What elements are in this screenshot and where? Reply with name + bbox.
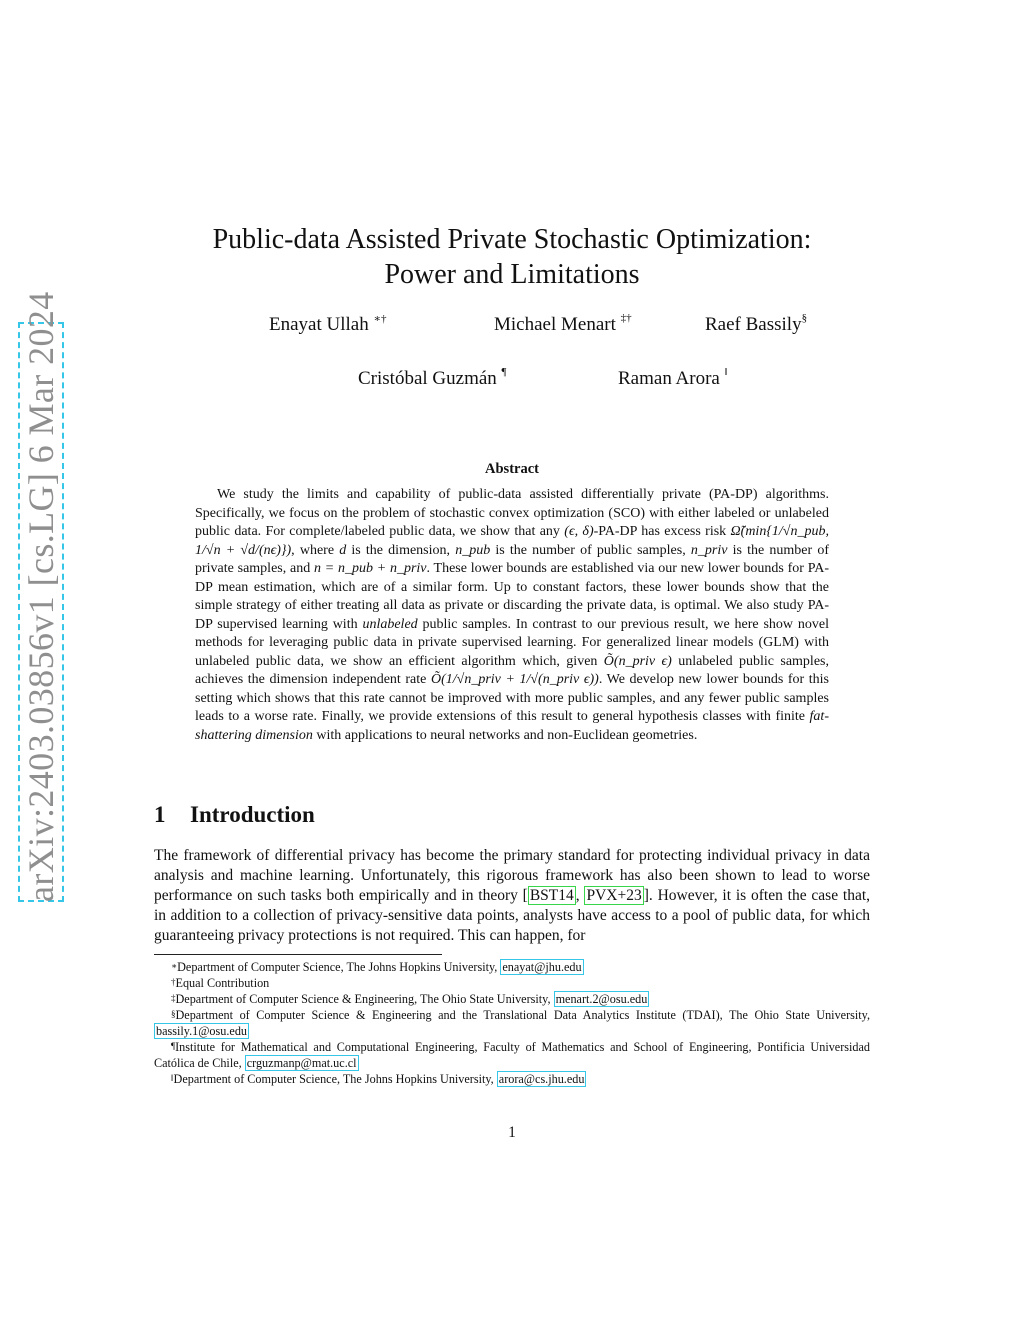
math-d: d	[339, 542, 347, 558]
footnotes	[154, 959, 870, 1087]
citation-link-pvx23[interactable]: PVX+23	[586, 887, 642, 904]
math-n-equation: n = n_pub + n_priv	[313, 561, 427, 576]
author-marks: ‖	[724, 366, 728, 378]
abstract-text: is the dimension,	[346, 542, 456, 558]
abstract-text: is the number of private samples, and	[195, 542, 829, 576]
email-link[interactable]: arora@cs.jhu.edu	[498, 1072, 585, 1086]
footnote-text: Equal Contribution	[175, 976, 270, 990]
math-sample-count: Õ(n_priv ϵ)	[603, 653, 672, 669]
footnote-text: Department of Computer Science & Engineering and the Translational Data Analytics Institute (TDAI), The Ohio State University,	[175, 1008, 870, 1022]
section-heading	[154, 802, 315, 828]
author-marks: §	[801, 312, 808, 324]
author-1	[269, 314, 386, 336]
title-line-1: Public-data Assisted Private Stochastic Optimization:	[212, 224, 812, 255]
citation-link-bst14[interactable]: BST14	[529, 887, 574, 904]
abstract-body	[195, 486, 829, 745]
footnote-text: Department of Computer Science & Engineering, The Ohio State University,	[175, 992, 554, 1006]
intro-text: ,	[575, 887, 585, 904]
abstract-heading: Abstract	[485, 461, 539, 477]
author-name: Raman Arora	[618, 368, 720, 389]
footnote-divider	[154, 954, 442, 955]
abstract-text: , where	[291, 542, 340, 558]
author-marks: ¶	[501, 366, 507, 378]
arxiv-identifier: arXiv:2403.03856v1 [cs.LG] 6 Mar 2024	[21, 291, 61, 902]
intro-paragraph	[154, 846, 870, 946]
email-link[interactable]: menart.2@osu.edu	[555, 992, 648, 1006]
author-name: Michael Menart	[494, 314, 616, 335]
author-3	[705, 314, 807, 336]
intro-text: The framework of differential privacy has become the primary standard for protecting individual privacy in data analysis and machine learning. Unfortunately, this rigorous framework has also been shown to lead to worse performance on such tasks both empirically and in theory [	[154, 847, 870, 904]
footnote-3	[154, 991, 870, 1007]
math-eps-delta: (ϵ, δ)	[564, 524, 594, 539]
math-npub: n_pub	[455, 542, 491, 558]
abstract-text: unlabeled public samples, achieves the dimension independent rate	[195, 653, 829, 687]
footnote-text: Department of Computer Science, The Johns Hopkins University,	[177, 960, 501, 974]
intro-text-block	[154, 846, 870, 946]
author-marks: ∗†	[373, 313, 387, 325]
footnote-1	[154, 959, 870, 975]
abstract-paragraph	[195, 486, 829, 745]
footnote-5	[154, 1039, 870, 1071]
abstract-text: with applications to neural networks and non-Euclidean geometries.	[312, 727, 698, 743]
intro-text: ]. However, it is often the case that, in addition to a collection of privacy-sensitive data points, analysts have access to a pool of public data, for which guaranteeing privacy protections is not required. This can happen, for	[154, 887, 871, 944]
section-title: Introduction	[190, 802, 315, 827]
footnote-text: Institute for Mathematical and Computational Engineering, Faculty of Mathematics and School of Engineering, Pontificia Universidad Católica de Chile,	[154, 1040, 870, 1070]
author-2	[494, 314, 632, 336]
title-line-2: Power and Limitations	[384, 259, 640, 290]
abstract-text: We study the limits and capability of public-data assisted differentially private (PA-DP) algorithms. Specifically, we focus on the problem of stochastic convex optimization (SCO) with either labeled or unlabeled public data. For complete/labeled public data, we show that any	[195, 487, 829, 539]
math-rate: Õ(1/√n_priv + 1/√(n_priv ϵ))	[430, 672, 599, 687]
abstract-text: . We develop new lower bounds for this setting which shows that this rate cannot be improved with more public samples, and any fewer public samples leads to a worse rate. Finally, we provide extensions of this result to general hypothesis classes with finite	[195, 672, 829, 724]
author-name: Cristóbal Guzmán	[358, 368, 497, 389]
footnote-mark: ∗	[171, 961, 178, 971]
paper-title	[154, 222, 870, 292]
author-5	[618, 368, 728, 390]
footnote-4	[154, 1007, 870, 1039]
abstract-text: public samples. In contrast to our previous result, we here show novel methods for leveraging public data in private supervised learning. For generalized linear models (GLM) with unlabeled public data, we show an efficient algorithm which, given	[195, 616, 829, 669]
author-name: Enayat Ullah	[269, 314, 369, 335]
math-risk-bound: Ω̃(min{1/√n_pub, 1/√n + √d/(nϵ)})	[195, 524, 829, 558]
math-npriv: n_priv	[690, 542, 728, 558]
abstract-text: -PA-DP has excess risk	[593, 524, 731, 539]
section-number: 1	[154, 802, 166, 827]
footnote-mark: ¶	[171, 1041, 176, 1051]
author-4	[358, 368, 507, 390]
emphasis-unlabeled: unlabeled	[362, 616, 418, 632]
emphasis-fat-shattering: fat-shattering dimension	[195, 709, 829, 743]
page-number: 1	[508, 1124, 516, 1141]
author-marks: ‡†	[620, 312, 632, 324]
footnote-6	[154, 1071, 870, 1087]
abstract-text: . These lower bounds are established via our new lower bounds for PA-DP mean estimation, which are of a similar form. Up to constant factors, these lower bounds show that the simple strategy of either treating all data as private or discarding the private data, is optimal. We also study PA-DP supervised learning with	[195, 561, 829, 632]
author-name: Raef Bassily	[705, 314, 802, 335]
footnote-mark: ‖	[171, 1073, 174, 1083]
abstract-text: is the number of public samples,	[490, 542, 691, 558]
email-link[interactable]: bassily.1@osu.edu	[156, 1024, 248, 1038]
email-link[interactable]: crguzmanp@mat.uc.cl	[246, 1056, 357, 1070]
footnote-mark: §	[171, 1009, 176, 1019]
arxiv-stamp[interactable]	[18, 291, 64, 902]
footnote-mark: †	[171, 977, 176, 987]
footnote-text: Department of Computer Science, The Johns Hopkins University,	[173, 1072, 497, 1086]
footnote-2	[154, 975, 870, 991]
email-link[interactable]: enayat@jhu.edu	[502, 960, 582, 974]
footnote-mark: ‡	[171, 993, 176, 1003]
